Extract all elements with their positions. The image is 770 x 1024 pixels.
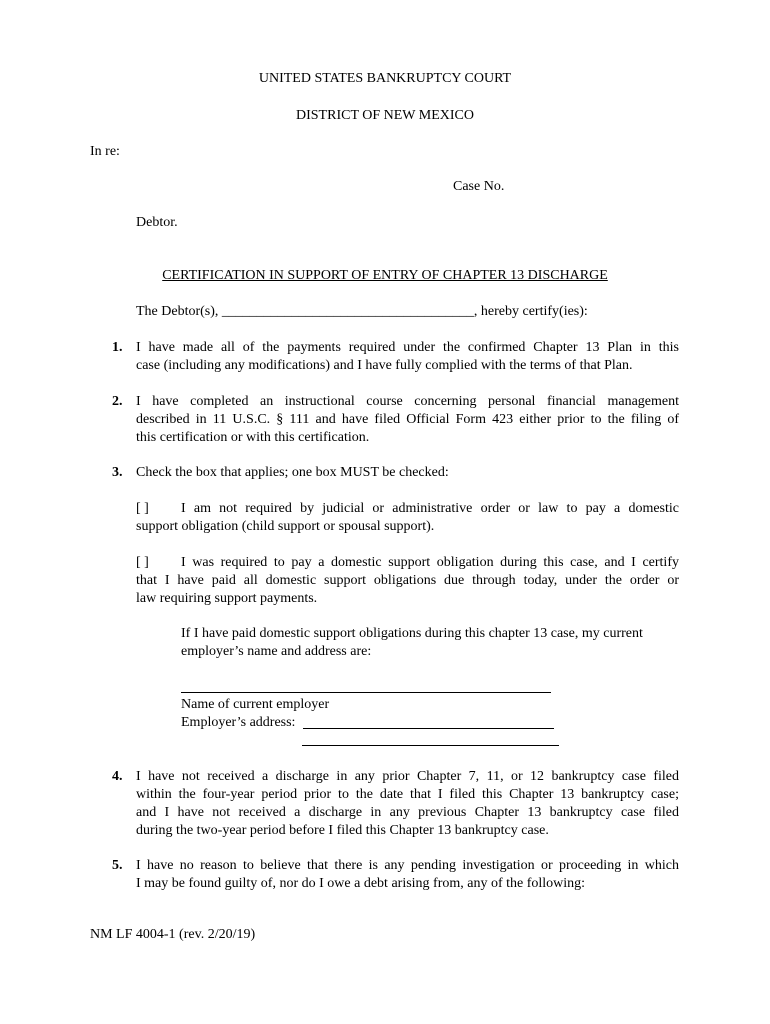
text-line: I may be found guilty of, nor do I owe a debt arising from, any of the following: [136,876,586,891]
text-line: case (including any modifications) and I have fully complied with the terms of that Plan. [136,358,633,373]
form-number-footer: NM LF 4004-1 (rev. 2/20/19) [90,927,256,942]
text-line: law requiring support payments. [136,591,318,606]
text-line: this certification or with this certification. [136,430,370,445]
item-4-text [136,768,679,840]
district-name: DISTRICT OF NEW MEXICO [296,108,474,123]
court-name: UNITED STATES BANKRUPTCY COURT [258,71,512,86]
employer-address-field-2[interactable] [302,745,559,746]
text-line: during the two-year period before I filed this Chapter 13 bankruptcy case. [136,823,549,838]
text-line: I have made all of the payments required under the confirmed Chapter 13 Plan in this [136,340,679,355]
item-number: 4. [112,769,123,784]
item-2-text [136,393,679,447]
text-line: I am not required by judicial or administrative order or law to pay a domestic [181,501,679,516]
text-line: that I have paid all domestic support obligations due through today, under the order or [136,573,679,588]
option-not-required-text [136,500,679,536]
text-line: within the four-year period prior to the date that I filed this Chapter 13 bankruptcy case; [136,787,679,802]
item-number: 1. [112,340,123,355]
text-line: I have not received a discharge in any prior Chapter 7, 11, or 12 bankruptcy case filed [136,769,679,784]
employer-address-field-1[interactable] [303,728,554,729]
debtor-certify-line: The Debtor(s), ____________________________________, hereby certify(ies): [136,304,588,319]
checkbox-not-required[interactable]: [ ] [136,501,149,516]
item-1-text [136,339,679,375]
in-re-label: In re: [90,144,120,159]
text-line: I have completed an instructional course concerning personal financial management [136,394,679,409]
text-line: If I have paid domestic support obligations during this chapter 13 case, my current [181,626,643,641]
item-3-text: Check the box that applies; one box MUST be checked: [136,465,449,480]
text-line: I was required to pay a domestic support obligation during this case, and I certify [181,555,679,570]
text-line: and I have not received a discharge in any previous Chapter 13 bankruptcy case filed [136,805,679,820]
text-line: support obligation (child support or spousal support). [136,519,435,534]
document-title: CERTIFICATION IN SUPPORT OF ENTRY OF CHAPTER 13 DISCHARGE [162,268,608,283]
employer-instructions [181,625,643,661]
debtor-label: Debtor. [136,215,178,230]
text-line: employer’s name and address are: [181,644,372,659]
item-5-text [136,857,679,893]
employer-name-field[interactable] [181,692,551,693]
item-number: 5. [112,858,123,873]
option-was-required-text [136,554,679,608]
employer-address-label: Employer’s address: [181,715,296,730]
item-number: 3. [112,465,123,480]
item-number: 2. [112,394,123,409]
checkbox-was-required[interactable]: [ ] [136,555,149,570]
text-line: I have no reason to believe that there is any pending investigation or proceeding in which [136,858,679,873]
case-number-label: Case No. [453,179,505,194]
text-line: described in 11 U.S.C. § 111 and have filed Official Form 423 either prior to the filing of [136,412,679,427]
employer-name-label: Name of current employer [181,697,330,712]
